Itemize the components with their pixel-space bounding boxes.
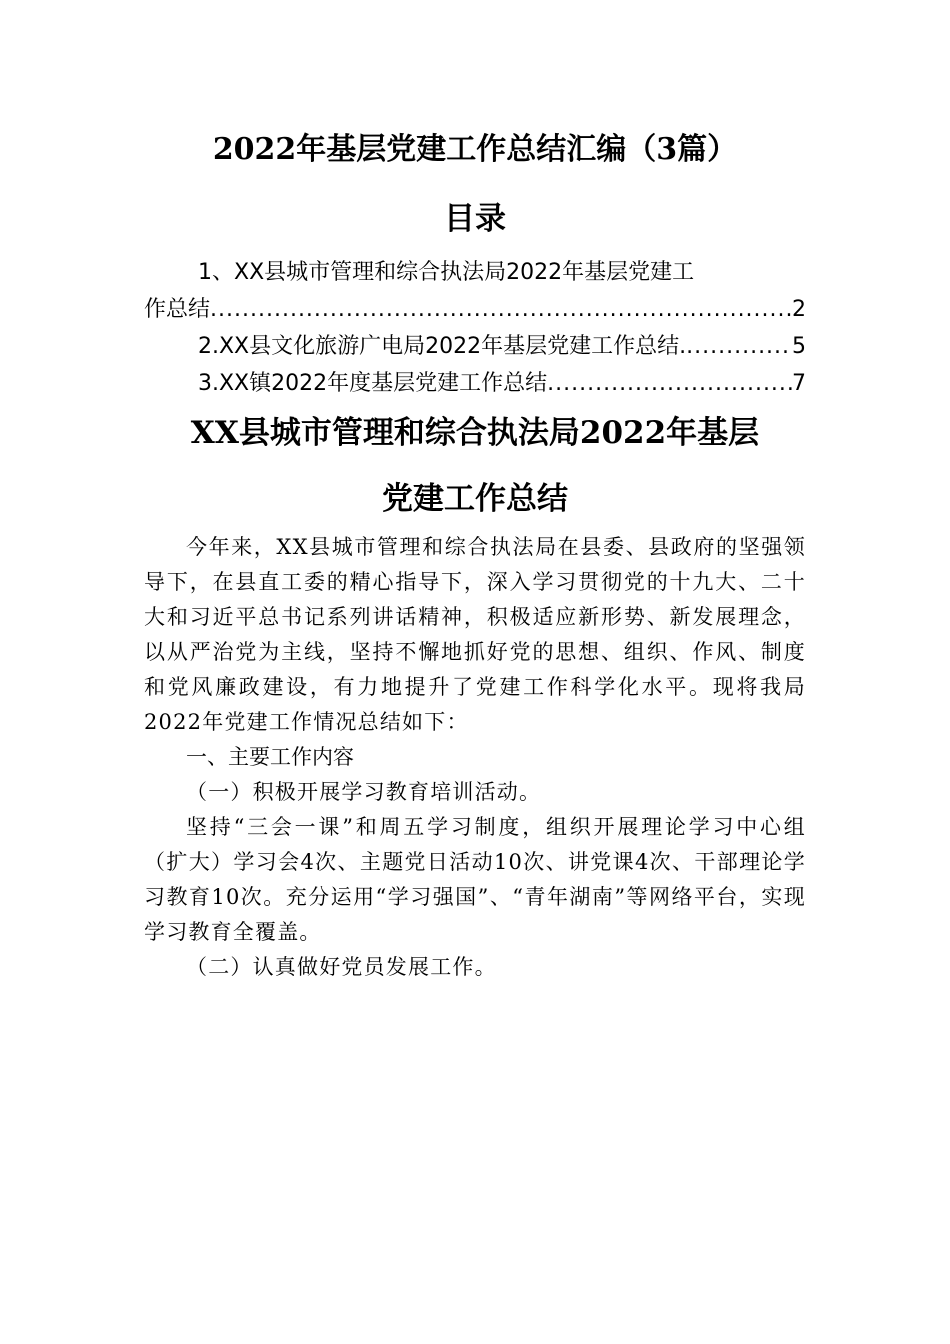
toc-entry-3-page: 7 xyxy=(792,371,806,396)
toc-leader-dots xyxy=(547,365,792,402)
article-title-line1: XX县城市管理和综合执法局2022年基层 xyxy=(190,415,760,451)
toc-entry-2[interactable] xyxy=(144,328,806,365)
toc-entry-1-page: 2 xyxy=(792,297,806,322)
toc-entry-1-line2[interactable] xyxy=(144,291,806,328)
intro-paragraph: 今年来，XX县城市管理和综合执法局在县委、县政府的坚强领导下，在县直工委的精心指导下，深入学习贯彻党的十九大、二十大和习近平总书记系列讲话精神，积极适应新形势、新发展理念，以从严治党为主线，坚持不懈地抓好党的思想、组织、作风、制度和党风廉政建设，有力地提升了党建工作科学化水平。现将我局2022年党建工作情况总结如下： xyxy=(144,535,806,734)
subsection-heading-1: （一）积极开展学习教育培训活动。 xyxy=(186,780,542,804)
toc-entry-2-page: 5 xyxy=(792,334,806,359)
toc-heading: 目录 xyxy=(444,201,506,237)
table-of-contents xyxy=(144,254,806,402)
toc-leader-dots xyxy=(686,328,792,365)
document-title: 2022年基层党建工作总结汇编（3篇） xyxy=(212,132,738,167)
subsection-heading-2: （二）认真做好党员发展工作。 xyxy=(186,955,497,979)
article-title xyxy=(120,400,830,532)
toc-entry-1-line1[interactable] xyxy=(144,254,806,291)
section-heading: 一、主要工作内容 xyxy=(186,745,354,769)
toc-entry-1-title-cont: 作总结 xyxy=(144,297,211,322)
toc-entry-2-title: 2.XX县文化旅游广电局2022年基层党建工作总结. xyxy=(198,334,687,359)
toc-entry-3-title: 3.XX镇2022年度基层党建工作总结 xyxy=(198,371,548,396)
toc-entry-1-title: 1、XX县城市管理和综合执法局2022年基层党建工 xyxy=(198,260,695,285)
subsection-body-1: 坚持“三会一课”和周五学习制度，组织开展理论学习中心组（扩大）学习会4次、主题党日活动10次、讲党课4次、干部理论学习教育10次。充分运用“学习强国”、“青年湖南”等网络平台，实现学习教育全覆盖。 xyxy=(144,815,806,944)
article-body xyxy=(144,530,806,985)
article-title-line2: 党建工作总结 xyxy=(382,481,568,517)
toc-leader-dots xyxy=(210,291,792,328)
toc-entry-3[interactable] xyxy=(144,365,806,402)
